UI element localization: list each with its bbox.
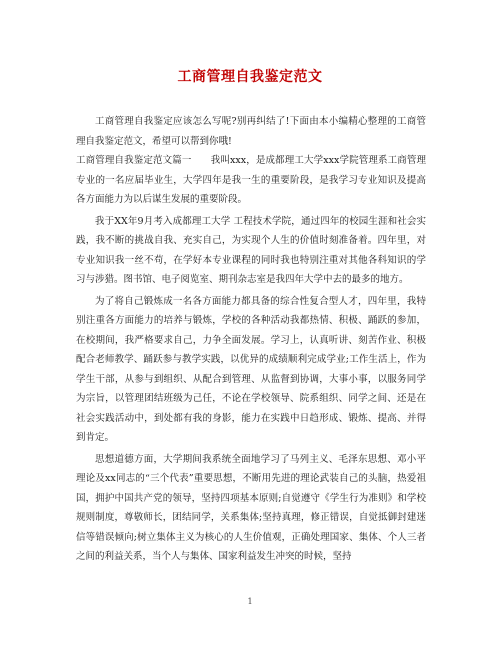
abilities-paragraph: 为了将自己锻炼成一名各方面能力都具备的综合性复合型人才，四年里，我特别注重各方面能力的培养与锻炼，学校的各种活动我都热情、积极、踊跃的参加，在校期间，我严格要求自己，力争全面发展。学习上，认真听讲、刻苦作业、积极配合老师教学、踊跃参与教学实践，以优异的成绩顺利完成学业;工作生活上，作为学生干部，从参与到组织、从配合到管理、从监督到协调，大事小事，以服务同学为宗旨，以管理团结班级为己任，不论在学校领导、院系组织、同学之间、还是在社会实践活动中，到处都有我的身影，能力在实践中日趋形成、锻炼、提高、并得到肯定。 [76,295,426,443]
document-body [76,110,426,567]
section-one-paragraph: 工商管理自我鉴定范文篇一 我叫xxx，是成都理工大学xxx学院管理系工商管理专业的一名应届毕业生，大学四年是我一生的重要阶段，是我学习专业知识及提高各方面能力为以后谋生发展的重要阶段。 [76,155,426,205]
ideology-paragraph: 思想道德方面，大学期间我系统全面地学习了马列主义、毛泽东思想、邓小平理论及xx同志的“三个代表”重要思想，不断用先进的理论武装自己的头脑，热爱祖国，拥护中国共产党的领导，坚持四项基本原则;自觉遵守《学生行为准则》和学校规则制度，尊敬师长，团结同学，关系集体;坚持真理，修正错误，自觉抵御封建迷信等错误倾向;树立集体主义为核心的人生价值观，正确处理国家、集体、个人三者之间的利益关系，当个人与集体、国家利益发生冲突的时候，坚持 [76,453,426,562]
intro-paragraph: 工商管理自我鉴定应该怎么写呢?别再纠结了!下面由本小编精心整理的工商管理自我鉴定范文，希望可以帮到你哦! [76,116,426,147]
page-number: 1 [247,597,253,606]
enrollment-paragraph: 我于XX年9月考入成都理工大学 工程技术学院，通过四年的校园生涯和社会实践，我不断的挑战自我、充实自己，为实现个人生的价值时刻准备着。四年里，对专业知识我一丝不苟，在学好本专业课程的同时我也特别注重对其他各科知识的学习与涉猎。图书馆、电子阅览室、期刊杂志室是我四年大学中去的最多的地方。 [76,215,426,285]
document-title: 工商管理自我鉴定范文 [177,69,323,85]
